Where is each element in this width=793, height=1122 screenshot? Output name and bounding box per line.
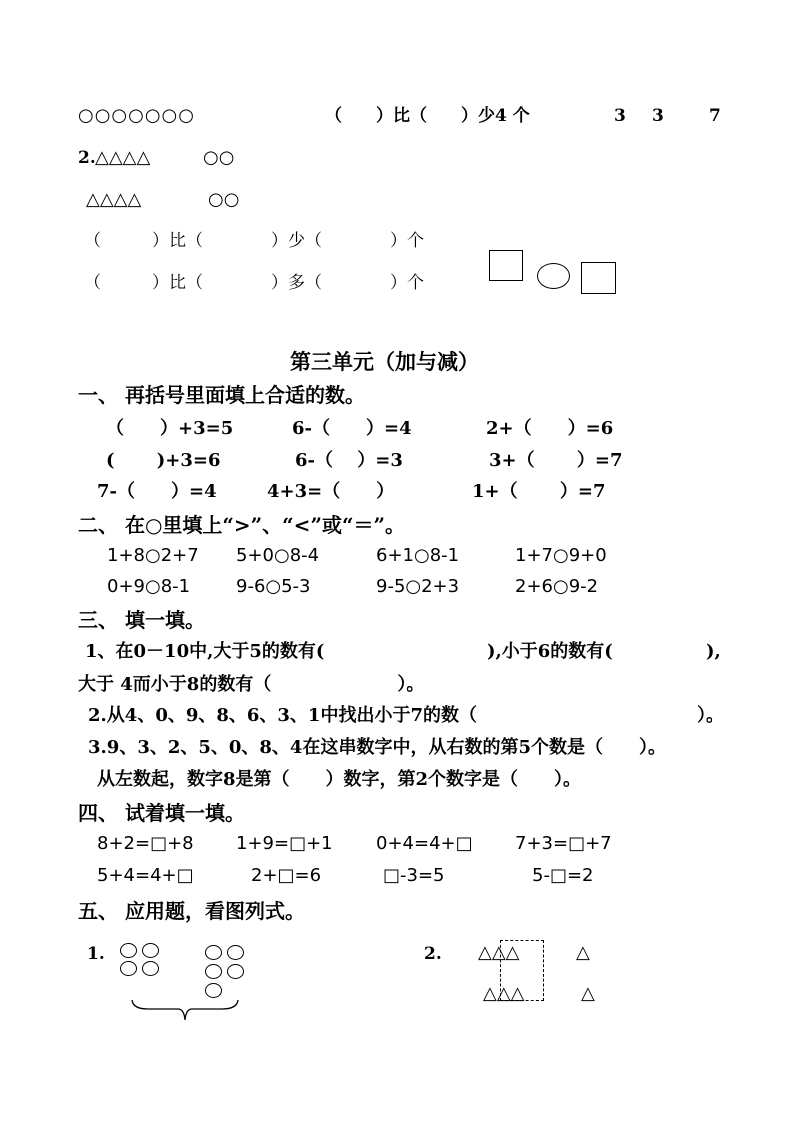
section-2-heading: 二、 在○里填上“>”、“<”或“＝”。: [78, 513, 405, 537]
problem-2-label: 2.: [424, 944, 442, 964]
s4-r2-item-4: 5-□=2: [532, 865, 594, 886]
p2-row1-triangles: △△△: [478, 942, 520, 963]
s3-line1-part3: ),: [706, 641, 721, 662]
s3-line1-part1: 1、在0－10中,大于5的数有(: [85, 641, 325, 662]
s3-line4: 3.9、3、2、5、0、8、4在这串数字中，从右数的第5个数是（ ）。: [88, 737, 666, 758]
s2-r2-item-3: 9-5○2+3: [376, 576, 460, 597]
q2-row2-triangles: △△△△: [86, 189, 142, 210]
curly-brace-icon: [128, 998, 243, 1024]
s4-r1-item-1: 8+2=□+8: [97, 833, 194, 854]
s4-r2-item-1: 5+4=4+□: [97, 865, 194, 886]
section-4-heading: 四、 试着填一填。: [78, 801, 245, 825]
q2-label: 2.: [78, 148, 96, 168]
p2-row2-extra-triangle: △: [581, 983, 595, 1004]
s4-r2-item-2: 2+□=6: [251, 865, 322, 886]
group1-circle-2: [142, 943, 159, 958]
s1-r1-item-3: 2+（ ）=6: [486, 418, 614, 439]
s2-r1-item-3: 6+1○8-1: [376, 545, 460, 566]
group1-circle-3: [120, 961, 137, 976]
q2-line2: （ ）比（ ）多（ ）个: [84, 273, 424, 293]
s4-r1-item-4: 7+3=□+7: [515, 833, 612, 854]
group1-circle-4: [142, 961, 159, 976]
s3-line2: 大于 4而小于8的数有（ ）。: [78, 674, 425, 695]
s2-r2-item-4: 2+6○9-2: [515, 576, 599, 597]
number-a: 3: [614, 106, 626, 126]
q2-line1: （ ）比（ ）少（ ）个: [84, 231, 424, 251]
s3-line3-part1: 2.从4、0、9、8、6、3、1中找出小于7的数（: [88, 705, 477, 726]
section-1-heading: 一、 再括号里面填上合适的数。: [78, 383, 365, 407]
s1-r2-item-2: 6-（ ）=3: [295, 450, 403, 471]
s2-r2-item-2: 9-6○5-3: [236, 576, 311, 597]
section-5-heading: 五、 应用题，看图列式。: [78, 899, 305, 923]
unit-title: 第三单元（加与减）: [290, 349, 479, 374]
s4-r2-item-3: □-3=5: [383, 865, 445, 886]
section-3-heading: 三、 填一填。: [78, 608, 205, 632]
s4-r1-item-3: 0+4=4+□: [376, 833, 473, 854]
compare-sentence: （ ）比（ ）少4 个: [325, 106, 530, 126]
number-b: 3: [652, 106, 664, 126]
q2-row1-circles: ○○: [203, 147, 235, 168]
q2-row2-circles: ○○: [208, 189, 240, 210]
answer-square-1: [489, 250, 523, 281]
s1-r2-item-3: 3+（ ）=7: [489, 450, 623, 471]
group2-circle-5: [205, 983, 222, 998]
answer-square-2: [581, 262, 616, 294]
s4-r1-item-2: 1+9=□+1: [236, 833, 333, 854]
group2-circle-1: [205, 945, 222, 960]
s1-r1-item-2: 6-（ ）=4: [292, 418, 412, 439]
group2-circle-4: [227, 964, 244, 979]
s2-r1-item-2: 5+0○8-4: [236, 545, 320, 566]
number-c: 7: [709, 106, 721, 126]
group1-circle-1: [120, 943, 137, 958]
s3-line5: 从左数起，数字8是第（ ）数字，第2个数字是（ ）。: [97, 769, 582, 790]
s2-r1-item-1: 1+8○2+7: [107, 545, 199, 566]
s1-r3-item-1: 7-（ ）=4: [97, 481, 217, 502]
s1-r2-item-1: ( )+3=6: [106, 450, 221, 471]
s1-r3-item-2: 4+3=（ ）: [267, 481, 395, 502]
circle-row: ○○○○○○○: [78, 105, 195, 126]
p2-row1-extra-triangle: △: [576, 942, 590, 963]
s2-r2-item-1: 0+9○8-1: [107, 576, 191, 597]
s1-r3-item-3: 1+（ ）=7: [472, 481, 606, 502]
group2-circle-3: [205, 964, 222, 979]
q2-row1-triangles: △△△△: [95, 147, 151, 168]
p2-row2-triangles: △△△: [483, 983, 525, 1004]
s1-r1-item-1: （ ）+3=5: [106, 418, 234, 439]
s3-line1-part2: ),小于6的数有(: [487, 641, 613, 662]
group2-circle-2: [227, 945, 244, 960]
s2-r1-item-4: 1+7○9+0: [515, 545, 607, 566]
s3-line3-part2: ）。: [697, 705, 724, 726]
answer-circle: [537, 263, 570, 289]
problem-1-label: 1.: [87, 944, 105, 964]
